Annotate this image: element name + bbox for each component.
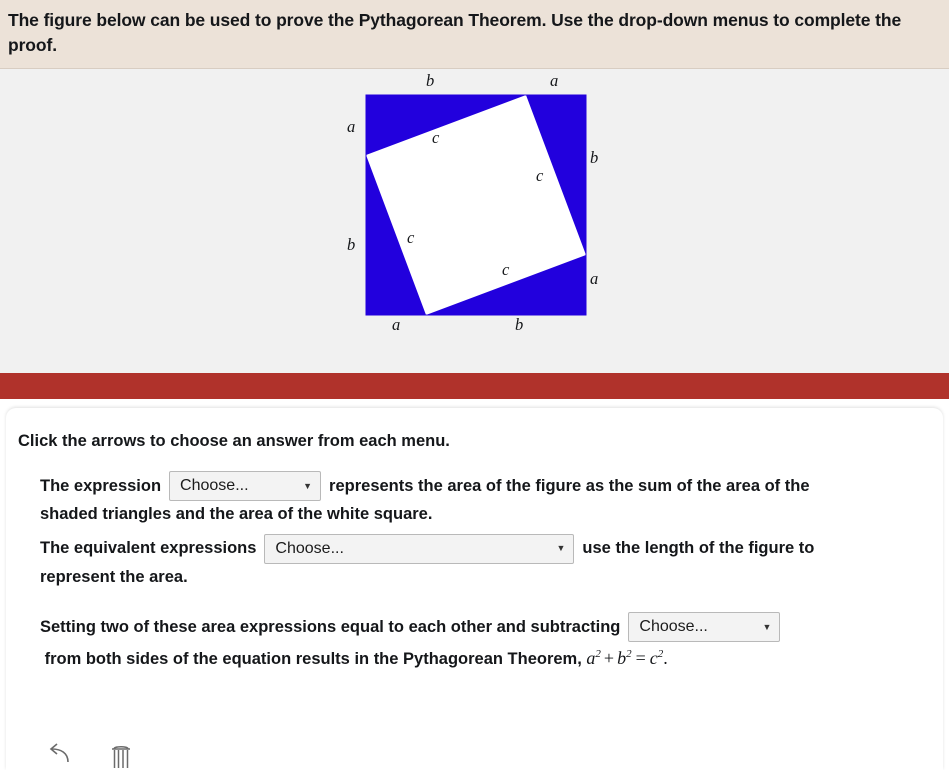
prompt-text: The figure below can be used to prove the Pythagorean Theorem. Use the drop-down menus to complete the proof. [8, 10, 902, 55]
dropdown-subtract-term-value: Choose... [639, 618, 708, 636]
figure-area [0, 69, 949, 373]
figure-label-right-upper: b [590, 147, 599, 167]
eq-plus: + [603, 648, 615, 669]
answer-toolbar [46, 742, 134, 768]
instruction-text: Click the arrows to choose an answer from each menu. [18, 432, 450, 450]
figure-label-left-lower: b [347, 234, 356, 254]
figure-label-hyp-top: c [432, 127, 440, 147]
q2-before-text: The equivalent expressions [40, 539, 257, 558]
question-2 [40, 534, 943, 591]
pythagorean-equation [586, 644, 667, 673]
undo-icon[interactable] [46, 742, 74, 768]
q3-after-text: from both sides of the equation results in the Pythagorean Theorem, [40, 649, 587, 668]
trash-icon[interactable] [108, 742, 134, 768]
section-divider [0, 373, 949, 399]
figure-label-hyp-right: c [536, 165, 544, 185]
q2-after-text: use the length of the figure to [582, 539, 815, 558]
dropdown-subtract-term[interactable] [628, 612, 780, 642]
figure-label-hyp-left: c [407, 227, 415, 247]
eq-c-exp: 2 [657, 648, 664, 661]
prompt-header [0, 0, 949, 69]
figure-label-top-left: b [426, 70, 435, 90]
chevron-down-icon: ▼ [303, 480, 313, 491]
answer-panel [6, 408, 943, 770]
eq-b-exp: 2 [626, 648, 632, 661]
eq-b: b [617, 648, 627, 669]
eq-a: a [586, 648, 596, 669]
figure-label-top-right: a [550, 70, 559, 90]
figure-label-left-upper: a [347, 116, 356, 136]
question-3 [40, 612, 943, 673]
q1-before-text: The expression [40, 476, 162, 495]
figure-label-right-lower: a [590, 268, 599, 288]
chevron-down-icon: ▼ [556, 543, 566, 554]
q1-line2-text: shaded triangles and the area of the white square. [40, 505, 433, 523]
question-1 [40, 471, 943, 528]
chevron-down-icon: ▼ [762, 622, 772, 633]
figure-label-bottom-left: a [392, 314, 401, 334]
eq-c: c [649, 648, 658, 669]
figure-label-bottom-right: b [515, 314, 524, 334]
eq-equals: = [635, 648, 646, 669]
dropdown-expression-sum-value: Choose... [180, 477, 249, 495]
eq-a-exp: 2 [595, 648, 601, 661]
q1-after-text: represents the area of the figure as the sum of the area of the [329, 476, 810, 495]
dropdown-equivalent-expressions[interactable] [264, 534, 574, 564]
q3-before-text: Setting two of these area expressions equal to each other and subtracting [40, 618, 621, 637]
pythagorean-square-svg [330, 83, 630, 353]
dropdown-expression-sum[interactable] [169, 471, 321, 501]
eq-period: . [663, 648, 668, 669]
question-blocks [6, 451, 943, 674]
pythagorean-figure [330, 70, 630, 353]
dropdown-equivalent-expressions-value: Choose... [275, 539, 344, 557]
figure-label-hyp-bottom: c [502, 259, 510, 279]
q2-line2-text: represent the area. [40, 567, 188, 586]
